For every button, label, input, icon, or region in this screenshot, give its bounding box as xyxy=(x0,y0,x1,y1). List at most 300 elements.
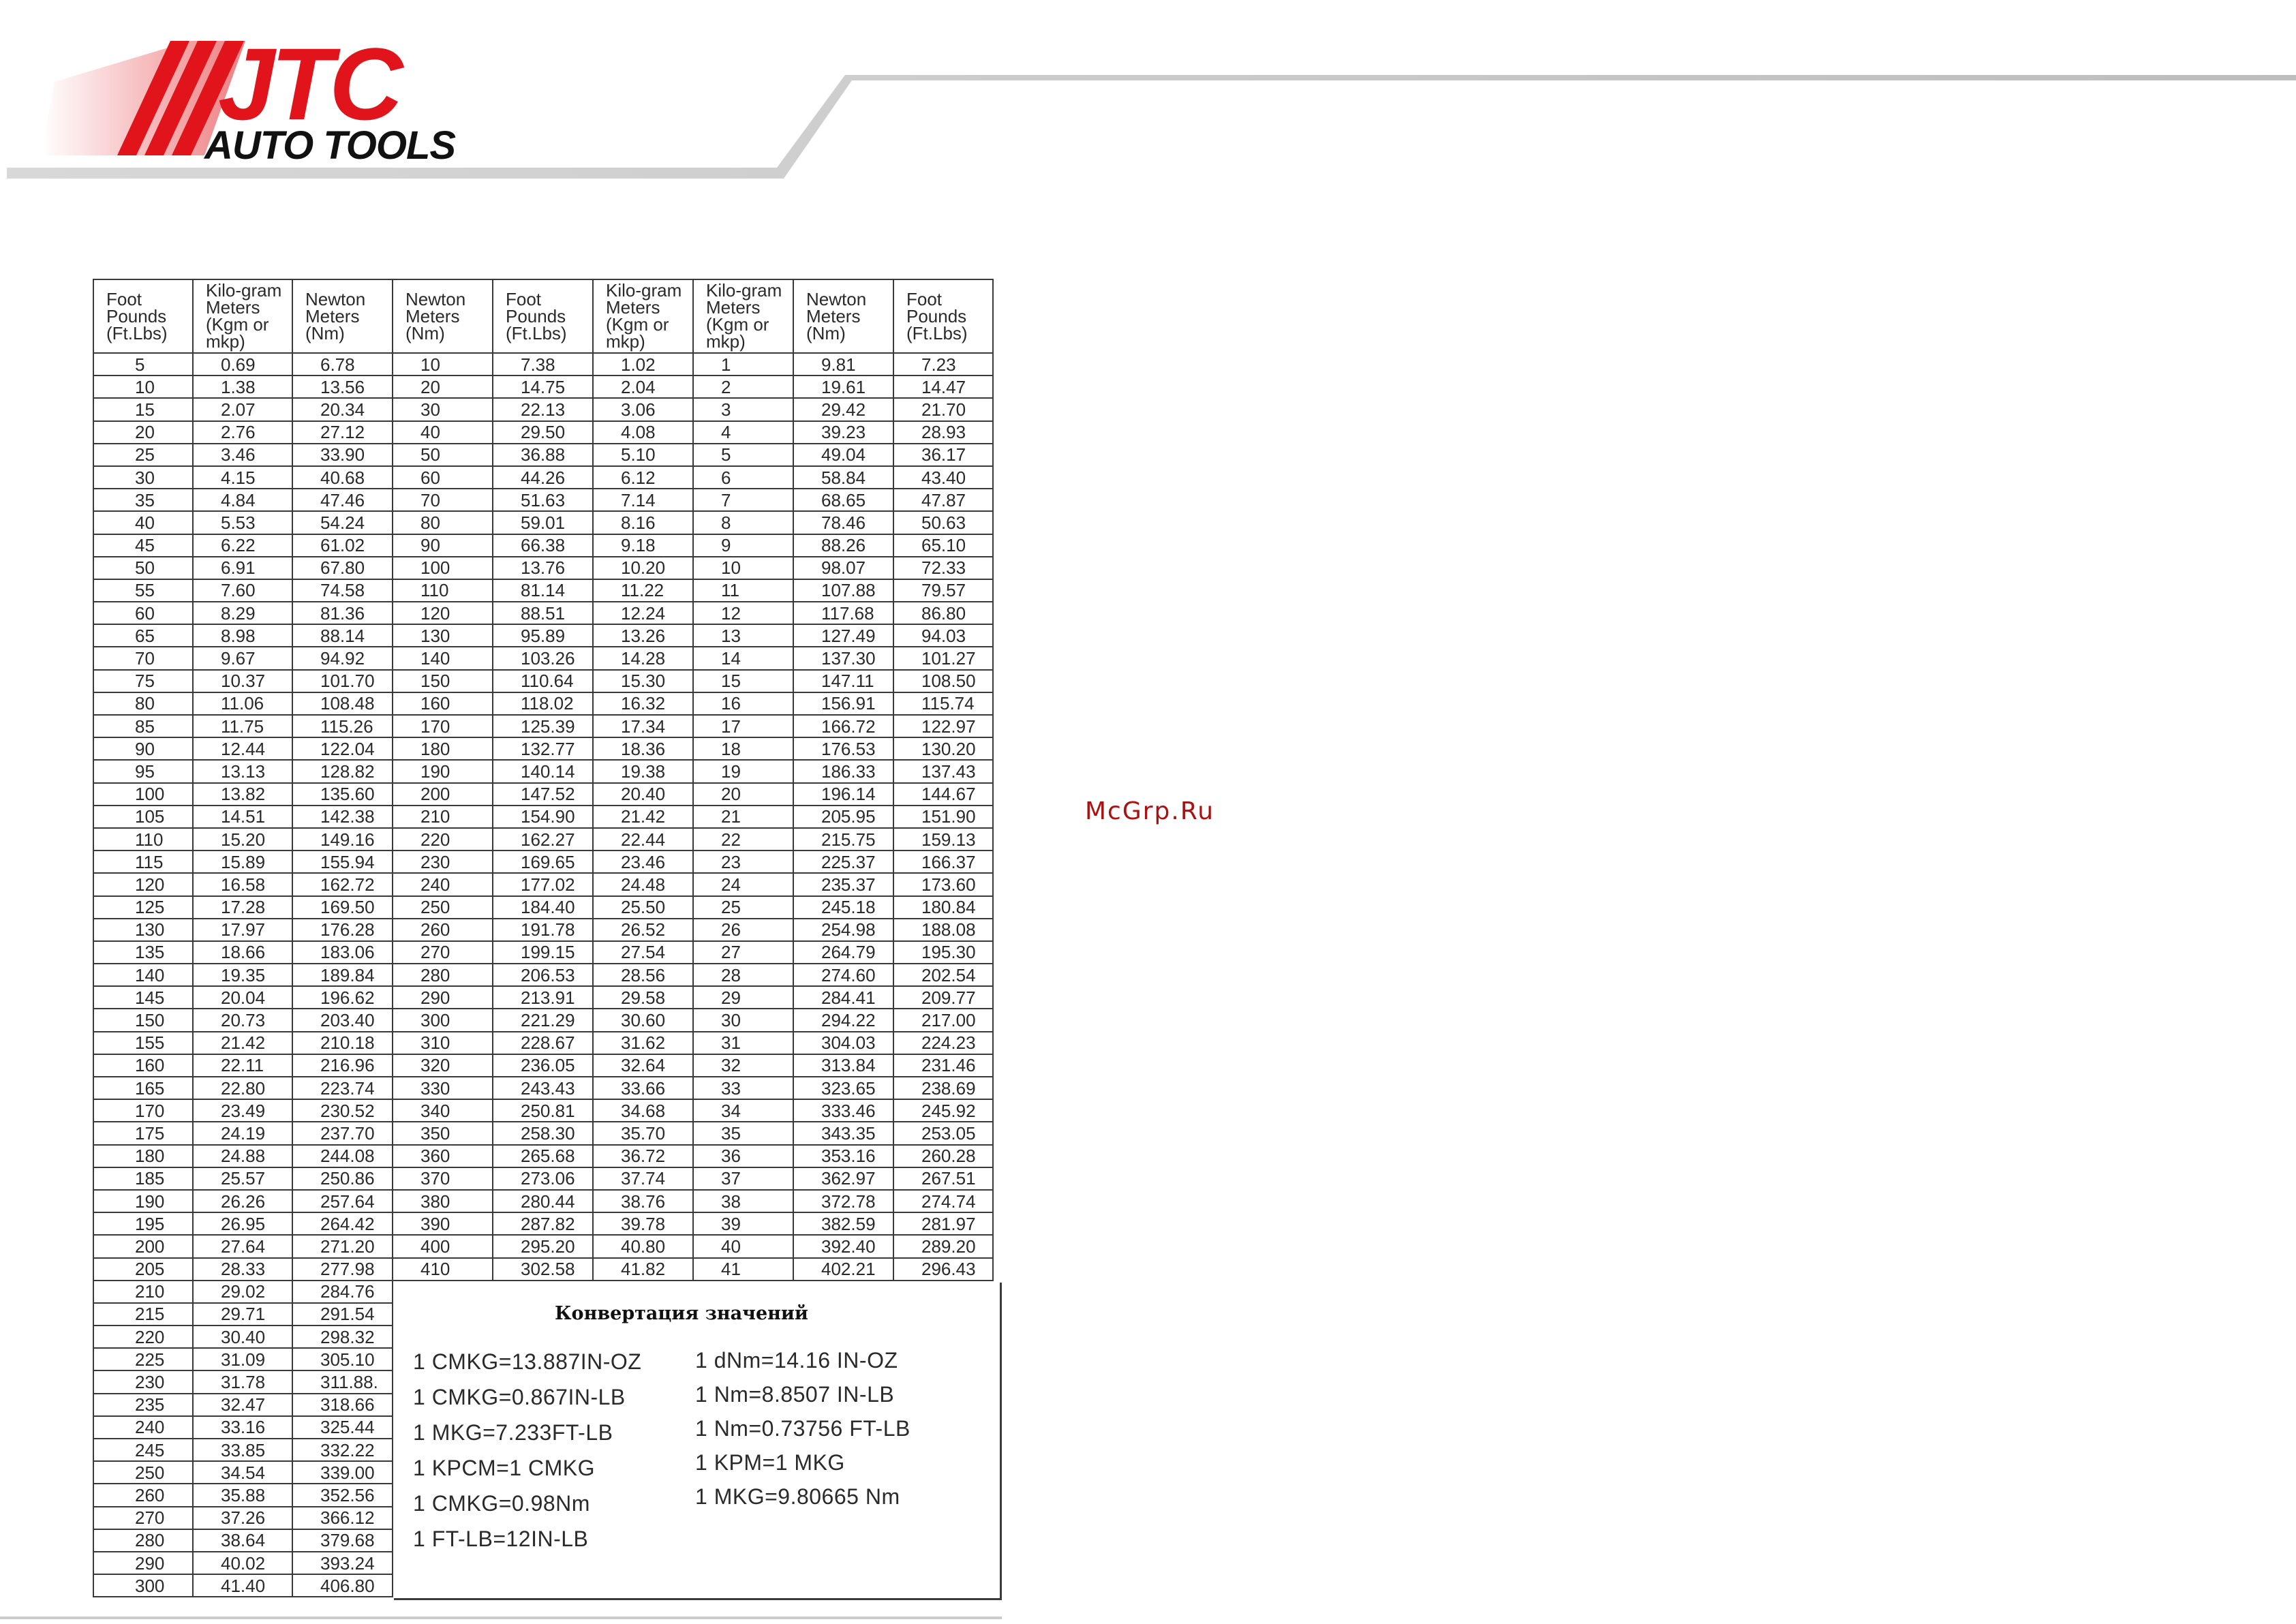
table-cell: 65 xyxy=(93,624,193,647)
table-cell: 323.65 xyxy=(793,1077,893,1099)
table-cell: 10.37 xyxy=(193,670,292,692)
table-cell: 274.74 xyxy=(893,1190,993,1212)
table-cell: 41.40 xyxy=(193,1574,292,1597)
table-cell: 289.20 xyxy=(893,1235,993,1257)
table-cell: 5 xyxy=(693,444,793,466)
table-cell: 7 xyxy=(693,489,793,511)
table-cell: 228.67 xyxy=(493,1032,593,1054)
table-cell: 410 xyxy=(393,1258,493,1281)
table-cell: 273.06 xyxy=(493,1167,593,1190)
table-cell: 196.14 xyxy=(793,783,893,806)
table-cell: 17.97 xyxy=(193,919,292,941)
table-cell: 18.36 xyxy=(593,737,693,760)
table-cell: 160 xyxy=(393,692,493,715)
table-cell: 115 xyxy=(93,851,193,873)
table-row xyxy=(93,896,993,919)
table-cell: 2.04 xyxy=(593,376,693,398)
table-cell: 154.90 xyxy=(493,806,593,828)
table-cell: 50.63 xyxy=(893,511,993,534)
table-cell: 13.13 xyxy=(193,760,292,782)
table-cell: 142.38 xyxy=(292,806,393,828)
table-cell: 155 xyxy=(93,1032,193,1054)
table-row xyxy=(93,1054,993,1077)
table-cell: 74.58 xyxy=(292,579,393,602)
table-cell: 270 xyxy=(93,1507,193,1529)
table-cell: 31.09 xyxy=(193,1348,292,1370)
table-cell: 100 xyxy=(93,783,193,806)
table-cell: 330 xyxy=(393,1077,493,1099)
table-cell: 30.40 xyxy=(193,1326,292,1348)
table-cell: 36.88 xyxy=(493,444,593,466)
table-cell: 34.54 xyxy=(193,1461,292,1484)
table-cell: 29 xyxy=(693,986,793,1009)
table-cell: 28.33 xyxy=(193,1258,292,1281)
table-cell: 75 xyxy=(93,670,193,692)
torque-conversion-sheet xyxy=(76,269,1002,1612)
table-cell: 253.05 xyxy=(893,1122,993,1144)
table-cell: 372.78 xyxy=(793,1190,893,1212)
table-cell: 271.20 xyxy=(292,1235,393,1257)
table-cell: 4.08 xyxy=(593,421,693,444)
table-cell: 1.38 xyxy=(193,376,292,398)
table-cell: 267.51 xyxy=(893,1167,993,1190)
table-cell: 39.78 xyxy=(593,1212,693,1235)
table-cell: 125 xyxy=(93,896,193,919)
table-cell: 40 xyxy=(393,421,493,444)
table-cell: 23.49 xyxy=(193,1099,292,1122)
table-cell: 151.90 xyxy=(893,806,993,828)
table-cell: 4.84 xyxy=(193,489,292,511)
table-cell: 21 xyxy=(693,806,793,828)
table-cell: 59.01 xyxy=(493,511,593,534)
table-cell: 175 xyxy=(93,1122,193,1144)
table-cell: 238.69 xyxy=(893,1077,993,1099)
table-cell: 79.57 xyxy=(893,579,993,602)
table-cell: 216.96 xyxy=(292,1054,393,1077)
table-cell: 200 xyxy=(93,1235,193,1257)
table-cell: 135.60 xyxy=(292,783,393,806)
table-cell: 35.70 xyxy=(593,1122,693,1144)
table-cell: 130.20 xyxy=(893,737,993,760)
table-cell: 98.07 xyxy=(793,557,893,579)
table-cell: 3.06 xyxy=(593,398,693,420)
table-cell: 144.67 xyxy=(893,783,993,806)
table-cell: 107.88 xyxy=(793,579,893,602)
table-cell: 20 xyxy=(693,783,793,806)
table-cell: 274.60 xyxy=(793,964,893,986)
table-cell: 65.10 xyxy=(893,534,993,557)
table-cell: 140 xyxy=(393,647,493,669)
table-cell: 101.27 xyxy=(893,647,993,669)
table-cell: 305.10 xyxy=(292,1348,393,1370)
table-cell: 260 xyxy=(93,1484,193,1506)
table-cell: 173.60 xyxy=(893,873,993,895)
table-cell: 26.95 xyxy=(193,1212,292,1235)
table-cell: 353.16 xyxy=(793,1145,893,1167)
column-header: Kilo-gram Meters (Kgm or mkp) xyxy=(593,279,693,353)
column-header: Foot Pounds (Ft.Lbs) xyxy=(893,279,993,353)
conversion-left-2: 1 CMKG=0.867IN-LB xyxy=(413,1385,626,1409)
table-cell: 21.42 xyxy=(193,1032,292,1054)
table-cell: 35 xyxy=(93,489,193,511)
table-cell: 15 xyxy=(93,398,193,420)
table-cell: 9.81 xyxy=(793,353,893,376)
table-cell: 231.46 xyxy=(893,1054,993,1077)
column-header: Newton Meters (Nm) xyxy=(793,279,893,353)
table-cell: 8 xyxy=(693,511,793,534)
table-row xyxy=(93,986,993,1009)
table-cell: 28 xyxy=(693,964,793,986)
table-cell: 37.74 xyxy=(593,1167,693,1190)
table-row xyxy=(93,1212,993,1235)
conversion-right-4: 1 KPM=1 MKG xyxy=(695,1450,845,1475)
table-cell: 12.24 xyxy=(593,602,693,624)
table-cell: 260.28 xyxy=(893,1145,993,1167)
table-cell: 78.46 xyxy=(793,511,893,534)
table-cell: 41 xyxy=(693,1258,793,1281)
column-header: Newton Meters (Nm) xyxy=(393,279,493,353)
table-cell: 40 xyxy=(693,1235,793,1257)
table-cell: 29.50 xyxy=(493,421,593,444)
table-cell: 22.44 xyxy=(593,828,693,851)
table-cell: 224.23 xyxy=(893,1032,993,1054)
table-row xyxy=(93,1032,993,1054)
table-cell: 221.29 xyxy=(493,1009,593,1031)
table-cell: 100 xyxy=(393,557,493,579)
table-cell: 277.98 xyxy=(292,1258,393,1281)
table-cell: 310 xyxy=(393,1032,493,1054)
table-cell: 155.94 xyxy=(292,851,393,873)
table-cell: 85 xyxy=(93,715,193,737)
table-row xyxy=(93,579,993,602)
table-row xyxy=(93,421,993,444)
table-cell: 225.37 xyxy=(793,851,893,873)
table-cell: 230.52 xyxy=(292,1099,393,1122)
table-cell: 270 xyxy=(393,941,493,964)
table-cell: 6.91 xyxy=(193,557,292,579)
table-row xyxy=(93,964,993,986)
table-cell: 50 xyxy=(393,444,493,466)
table-cell: 38.76 xyxy=(593,1190,693,1212)
table-cell: 40.80 xyxy=(593,1235,693,1257)
table-cell: 10 xyxy=(93,376,193,398)
table-cell: 1 xyxy=(693,353,793,376)
table-row xyxy=(93,1077,993,1099)
table-cell: 15 xyxy=(693,670,793,692)
conversion-left-4: 1 KPCM=1 CMKG xyxy=(413,1456,596,1480)
table-cell: 6.12 xyxy=(593,466,693,489)
table-row xyxy=(93,1167,993,1190)
table-cell: 280 xyxy=(93,1529,193,1552)
table-cell: 35 xyxy=(693,1122,793,1144)
table-cell: 254.98 xyxy=(793,919,893,941)
table-cell: 2 xyxy=(693,376,793,398)
table-cell: 14.75 xyxy=(493,376,593,398)
table-cell: 43.40 xyxy=(893,466,993,489)
table-cell: 14.51 xyxy=(193,806,292,828)
table-cell: 33.90 xyxy=(292,444,393,466)
table-row xyxy=(93,1145,993,1167)
table-cell: 24 xyxy=(693,873,793,895)
conversion-left-1: 1 CMKG=13.887IN-OZ xyxy=(413,1349,642,1374)
table-cell: 290 xyxy=(393,986,493,1009)
table-row xyxy=(93,444,993,466)
table-row xyxy=(93,1190,993,1212)
table-cell: 127.49 xyxy=(793,624,893,647)
table-cell: 80 xyxy=(93,692,193,715)
table-cell: 258.30 xyxy=(493,1122,593,1144)
table-cell: 140 xyxy=(93,964,193,986)
table-cell: 32.64 xyxy=(593,1054,693,1077)
column-header: Kilo-gram Meters (Kgm or mkp) xyxy=(193,279,292,353)
table-cell: 27.64 xyxy=(193,1235,292,1257)
table-cell: 24.19 xyxy=(193,1122,292,1144)
table-cell: 162.27 xyxy=(493,828,593,851)
table-cell: 156.91 xyxy=(793,692,893,715)
table-cell: 313.84 xyxy=(793,1054,893,1077)
table-cell: 17.28 xyxy=(193,896,292,919)
table-cell: 213.91 xyxy=(493,986,593,1009)
table-cell: 81.36 xyxy=(292,602,393,624)
table-cell: 47.87 xyxy=(893,489,993,511)
table-cell: 185 xyxy=(93,1167,193,1190)
table-cell: 30 xyxy=(393,398,493,420)
table-cell: 34.68 xyxy=(593,1099,693,1122)
table-cell: 220 xyxy=(93,1326,193,1348)
conversion-right-5: 1 MKG=9.80665 Nm xyxy=(695,1484,900,1509)
table-cell: 244.08 xyxy=(292,1145,393,1167)
table-cell: 339.00 xyxy=(292,1461,393,1484)
table-cell: 39.23 xyxy=(793,421,893,444)
table-cell: 45 xyxy=(93,534,193,557)
table-cell: 287.82 xyxy=(493,1212,593,1235)
table-cell: 28.93 xyxy=(893,421,993,444)
table-cell: 40.02 xyxy=(193,1552,292,1574)
table-cell: 170 xyxy=(93,1099,193,1122)
table-cell: 94.92 xyxy=(292,647,393,669)
table-cell: 240 xyxy=(393,873,493,895)
table-cell: 180 xyxy=(393,737,493,760)
table-cell: 54.24 xyxy=(292,511,393,534)
table-cell: 145 xyxy=(93,986,193,1009)
table-cell: 343.35 xyxy=(793,1122,893,1144)
table-cell: 36.72 xyxy=(593,1145,693,1167)
table-row xyxy=(93,737,993,760)
table-cell: 105 xyxy=(93,806,193,828)
table-cell: 200 xyxy=(393,783,493,806)
table-cell: 195.30 xyxy=(893,941,993,964)
table-cell: 33.66 xyxy=(593,1077,693,1099)
table-cell: 26.26 xyxy=(193,1190,292,1212)
table-cell: 49.04 xyxy=(793,444,893,466)
table-cell: 290 xyxy=(93,1552,193,1574)
table-cell: 304.03 xyxy=(793,1032,893,1054)
table-cell: 13 xyxy=(693,624,793,647)
table-cell: 209.77 xyxy=(893,986,993,1009)
table-cell: 280 xyxy=(393,964,493,986)
table-cell: 40.68 xyxy=(292,466,393,489)
table-row xyxy=(93,602,993,624)
table-cell: 295.20 xyxy=(493,1235,593,1257)
table-cell: 135 xyxy=(93,941,193,964)
table-cell: 7.38 xyxy=(493,353,593,376)
table-cell: 281.97 xyxy=(893,1212,993,1235)
table-cell: 300 xyxy=(393,1009,493,1031)
table-cell: 128.82 xyxy=(292,760,393,782)
table-cell: 33.16 xyxy=(193,1416,292,1439)
table-cell: 122.04 xyxy=(292,737,393,760)
table-cell: 150 xyxy=(93,1009,193,1031)
table-cell: 2.07 xyxy=(193,398,292,420)
table-cell: 210.18 xyxy=(292,1032,393,1054)
table-cell: 205.95 xyxy=(793,806,893,828)
table-cell: 284.76 xyxy=(292,1281,393,1303)
table-cell: 240 xyxy=(93,1416,193,1439)
table-cell: 15.20 xyxy=(193,828,292,851)
table-row xyxy=(93,873,993,895)
table-cell: 110.64 xyxy=(493,670,593,692)
table-row xyxy=(93,828,993,851)
table-cell: 350 xyxy=(393,1122,493,1144)
table-row xyxy=(93,851,993,873)
table-cell: 11.06 xyxy=(193,692,292,715)
table-cell: 44.26 xyxy=(493,466,593,489)
table-cell: 9.18 xyxy=(593,534,693,557)
table-cell: 115.26 xyxy=(292,715,393,737)
table-row xyxy=(93,1258,993,1281)
table-cell: 70 xyxy=(93,647,193,669)
logo-subtitle: AUTO TOOLS xyxy=(204,123,456,168)
table-cell: 170 xyxy=(393,715,493,737)
table-cell: 115.74 xyxy=(893,692,993,715)
table-cell: 3.46 xyxy=(193,444,292,466)
table-cell: 191.78 xyxy=(493,919,593,941)
table-cell: 150 xyxy=(393,670,493,692)
table-cell: 169.50 xyxy=(292,896,393,919)
table-cell: 110 xyxy=(393,579,493,602)
table-row xyxy=(93,1235,993,1257)
table-cell: 4 xyxy=(693,421,793,444)
table-cell: 6.22 xyxy=(193,534,292,557)
table-cell: 95 xyxy=(93,760,193,782)
table-cell: 130 xyxy=(393,624,493,647)
table-cell: 81.14 xyxy=(493,579,593,602)
table-cell: 117.68 xyxy=(793,602,893,624)
table-row xyxy=(93,692,993,715)
table-cell: 176.53 xyxy=(793,737,893,760)
table-cell: 11 xyxy=(693,579,793,602)
table-cell: 183.06 xyxy=(292,941,393,964)
table-cell: 311.88. xyxy=(292,1370,393,1393)
table-cell: 189.84 xyxy=(292,964,393,986)
column-header: Kilo-gram Meters (Kgm or mkp) xyxy=(693,279,793,353)
conversion-note-box xyxy=(394,1283,1002,1600)
table-cell: 147.11 xyxy=(793,670,893,692)
table-row xyxy=(93,1122,993,1144)
table-cell: 284.41 xyxy=(793,986,893,1009)
table-cell: 80 xyxy=(393,511,493,534)
table-cell: 110 xyxy=(93,828,193,851)
table-cell: 298.32 xyxy=(292,1326,393,1348)
table-row xyxy=(93,941,993,964)
table-cell: 37.26 xyxy=(193,1507,292,1529)
table-cell: 37 xyxy=(693,1167,793,1190)
table-row xyxy=(93,919,993,941)
table-cell: 90 xyxy=(93,737,193,760)
table-cell: 120 xyxy=(93,873,193,895)
table-cell: 215.75 xyxy=(793,828,893,851)
table-cell: 20 xyxy=(393,376,493,398)
column-header: Foot Pounds (Ft.Lbs) xyxy=(93,279,193,353)
table-cell: 245 xyxy=(93,1439,193,1461)
conversion-right-3: 1 Nm=0.73756 FT-LB xyxy=(695,1416,910,1441)
table-cell: 7.14 xyxy=(593,489,693,511)
table-cell: 190 xyxy=(93,1190,193,1212)
table-cell: 88.14 xyxy=(292,624,393,647)
table-cell: 120 xyxy=(393,602,493,624)
table-cell: 20.34 xyxy=(292,398,393,420)
table-cell: 4.15 xyxy=(193,466,292,489)
table-cell: 257.64 xyxy=(292,1190,393,1212)
table-cell: 18 xyxy=(693,737,793,760)
table-cell: 14 xyxy=(693,647,793,669)
table-cell: 122.97 xyxy=(893,715,993,737)
table-cell: 265.68 xyxy=(493,1145,593,1167)
table-cell: 11.22 xyxy=(593,579,693,602)
table-cell: 25 xyxy=(93,444,193,466)
table-cell: 6.78 xyxy=(292,353,393,376)
conversion-right-2: 1 Nm=8.8507 IN-LB xyxy=(695,1382,895,1407)
table-cell: 245.92 xyxy=(893,1099,993,1122)
table-cell: 13.26 xyxy=(593,624,693,647)
table-cell: 333.46 xyxy=(793,1099,893,1122)
table-cell: 215 xyxy=(93,1303,193,1326)
table-cell: 5.53 xyxy=(193,511,292,534)
table-cell: 188.08 xyxy=(893,919,993,941)
table-cell: 166.37 xyxy=(893,851,993,873)
table-cell: 195 xyxy=(93,1212,193,1235)
table-cell: 236.05 xyxy=(493,1054,593,1077)
table-cell: 360 xyxy=(393,1145,493,1167)
table-cell: 20.40 xyxy=(593,783,693,806)
table-cell: 28.56 xyxy=(593,964,693,986)
table-cell: 165 xyxy=(93,1077,193,1099)
table-cell: 22 xyxy=(693,828,793,851)
table-cell: 29.42 xyxy=(793,398,893,420)
table-cell: 34 xyxy=(693,1099,793,1122)
table-cell: 25.50 xyxy=(593,896,693,919)
conversion-left-5: 1 CMKG=0.98Nm xyxy=(413,1491,590,1516)
table-cell: 36 xyxy=(693,1145,793,1167)
table-cell: 250 xyxy=(93,1461,193,1484)
table-cell: 20.73 xyxy=(193,1009,292,1031)
table-cell: 125.39 xyxy=(493,715,593,737)
table-row xyxy=(93,1009,993,1031)
table-cell: 51.63 xyxy=(493,489,593,511)
table-cell: 108.48 xyxy=(292,692,393,715)
table-cell: 184.40 xyxy=(493,896,593,919)
table-cell: 8.98 xyxy=(193,624,292,647)
table-cell: 366.12 xyxy=(292,1507,393,1529)
table-cell: 202.54 xyxy=(893,964,993,986)
table-cell: 10 xyxy=(693,557,793,579)
table-cell: 31.62 xyxy=(593,1032,693,1054)
table-cell: 235 xyxy=(93,1394,193,1416)
table-cell: 6 xyxy=(693,466,793,489)
table-cell: 14.28 xyxy=(593,647,693,669)
table-cell: 68.65 xyxy=(793,489,893,511)
table-cell: 159.13 xyxy=(893,828,993,851)
